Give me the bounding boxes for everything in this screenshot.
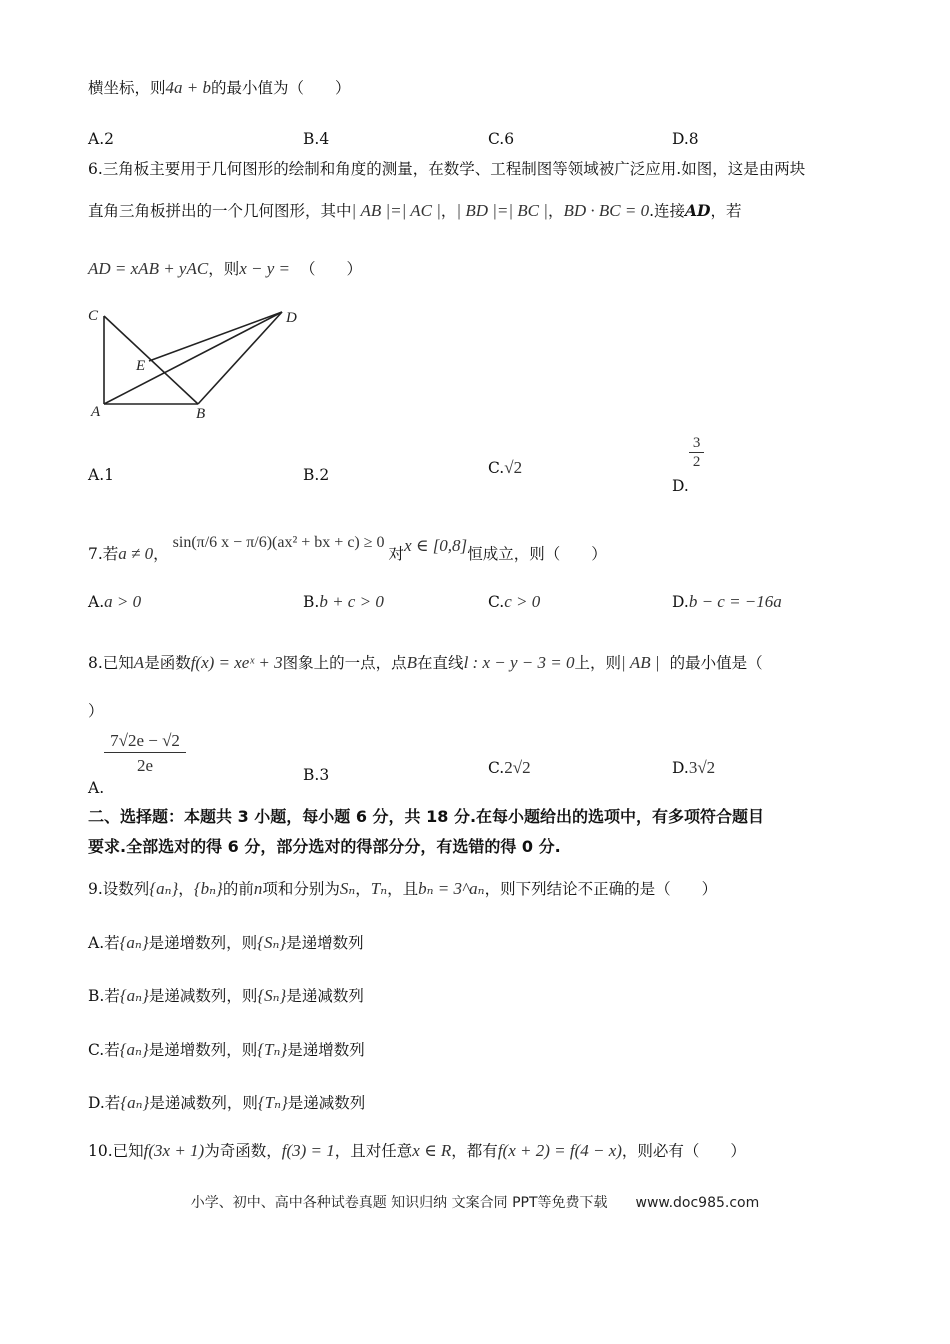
- q8-abs: | AB |: [620, 653, 660, 672]
- q9-option-d-prefix: D.若: [88, 1094, 121, 1112]
- q5-option-d: D.8: [672, 130, 699, 148]
- fraction-numerator: 3: [689, 434, 705, 453]
- q8-text-3: 在直线: [417, 654, 464, 672]
- q9-option-b-seq2: {Sₙ}: [257, 986, 287, 1005]
- q6-line-2: [88, 200, 742, 222]
- q8-close-paren: ）: [88, 702, 104, 720]
- segment-ad: [104, 312, 282, 404]
- q7-option-d: [672, 592, 782, 612]
- q9-pre: 9.设数列: [88, 880, 150, 898]
- q9-option-c-seq2: {Tₙ}: [257, 1040, 288, 1059]
- q7-option-d-value: b − c = −16a: [688, 592, 782, 611]
- q9-text-4: ，则下列结论不正确的是（ ）: [484, 880, 718, 898]
- q7-option-c-value: c > 0: [504, 592, 541, 611]
- triangle-figure: [86, 298, 326, 428]
- q5-tail-end: 的最小值为（ ）: [211, 79, 351, 97]
- q7-option-d-label: D.: [672, 593, 689, 611]
- q6-option-d: [672, 434, 704, 495]
- q6-sep-1: ，: [440, 202, 457, 220]
- q9-text-2: 项和分别为: [262, 880, 340, 898]
- q9-seq-b: {bₙ}: [193, 879, 223, 898]
- q6-option-c-value: √2: [504, 458, 523, 477]
- q9-sn: Sₙ: [339, 879, 356, 898]
- q6-question-expression: x − y =: [239, 259, 290, 278]
- q5-option-a: A.2: [88, 130, 114, 148]
- q7-pre: 7.若: [88, 545, 119, 563]
- q7-domain: x ∈ [0,8]: [404, 536, 468, 555]
- q6-sep-2: ，: [547, 202, 564, 220]
- q7-option-b-value: b + c > 0: [319, 592, 384, 611]
- q6-line2-end: ，若: [710, 202, 742, 220]
- q8-text-2: 图象上的一点，点: [282, 654, 407, 672]
- q10-pre: 10.已知: [88, 1142, 144, 1160]
- q9-relation: bₙ = 3^aₙ: [418, 879, 485, 898]
- section2-heading-line1: 二、选择题：本题共 3 小题，每小题 6 分，共 18 分.在每小题给出的选项中，有多项符合题目: [88, 807, 765, 826]
- q7-comma: ，: [153, 545, 169, 563]
- page-footer: [0, 1192, 950, 1212]
- q7-option-a-label: A.: [88, 593, 105, 611]
- q9-option-a-seq1: {aₙ}: [119, 933, 149, 952]
- q9-option-c-end: 是递增数列: [287, 1041, 365, 1059]
- q6-vector-expression: AD = xAB + yAC: [88, 259, 209, 278]
- q9-comma-2: ，: [355, 880, 371, 898]
- q9-option-b-mid: 是递减数列，则: [148, 987, 258, 1005]
- q10-function-2: f(3) = 1: [281, 1141, 335, 1160]
- q9-option-d: [88, 1092, 365, 1114]
- label-d: D: [286, 310, 297, 326]
- q5-tail-line: [88, 77, 351, 99]
- label-c: C: [88, 308, 99, 324]
- q9-seq-a: {aₙ}: [149, 879, 179, 898]
- q10-function-3: f(x + 2) = f(4 − x): [497, 1141, 622, 1160]
- q9-option-a-prefix: A.若: [88, 934, 120, 952]
- q8-option-a-fraction: [104, 730, 186, 775]
- q9-option-c-mid: 是递增数列，则: [148, 1041, 258, 1059]
- q8-text-4: 上，则: [574, 654, 621, 672]
- footer-url[interactable]: www.doc985.com: [635, 1195, 760, 1211]
- q7-option-c: [488, 592, 540, 612]
- q10-text-2: ，且对任意: [334, 1142, 413, 1160]
- footer-text: 小学、初中、高中各种试卷真题 知识归纳 文案合同 PPT等免费下载: [190, 1195, 608, 1211]
- fraction-denominator: 2e: [137, 756, 154, 775]
- q9-option-d-seq2: {Tₙ}: [257, 1093, 288, 1112]
- q8-point-a: A: [133, 653, 145, 672]
- q9-comma: ，: [178, 880, 194, 898]
- q9-option-a-mid: 是递增数列，则: [148, 934, 258, 952]
- q9-option-c: [88, 1039, 365, 1061]
- label-e: E: [136, 358, 146, 374]
- q9-option-b: [88, 985, 364, 1007]
- q8-option-d-label: D.: [672, 759, 689, 777]
- q10-domain: x ∈ R: [412, 1141, 452, 1160]
- q8-pre: 8.已知: [88, 654, 134, 672]
- q8-option-c: [488, 758, 531, 778]
- q9-option-d-end: 是递减数列: [287, 1094, 366, 1112]
- q6-option-b: B.2: [303, 466, 330, 484]
- q8-option-b: B.3: [303, 766, 330, 784]
- label-b: B: [196, 406, 206, 422]
- q6-line2-post: .连接: [649, 202, 686, 220]
- q5-tail-text: 横坐标，则: [88, 79, 166, 97]
- q9-option-d-seq1: {aₙ}: [120, 1093, 150, 1112]
- q5-expression: 4a + b: [165, 78, 211, 97]
- q10-line: [88, 1140, 746, 1162]
- q7-option-a: [88, 592, 141, 612]
- q9-tn: Tₙ: [370, 879, 388, 898]
- q9-option-b-prefix: B.若: [88, 987, 120, 1005]
- q6-option-d-fraction: [689, 434, 705, 471]
- q6-option-a: A.1: [88, 466, 114, 484]
- q9-option-a: [88, 932, 364, 954]
- q10-function-1: f(3x + 1): [143, 1141, 205, 1160]
- q8-option-d-value: 3√2: [688, 758, 716, 777]
- q9-n: n: [253, 879, 263, 898]
- q9-option-b-end: 是递减数列: [286, 987, 364, 1005]
- q9-option-a-seq2: {Sₙ}: [257, 933, 287, 952]
- q9-option-d-mid: 是递减数列，则: [149, 1094, 258, 1112]
- label-a: A: [91, 404, 101, 420]
- q10-text-1: 为奇函数，: [204, 1142, 282, 1160]
- fraction-numerator: 7√2e − √2: [104, 730, 186, 753]
- q8-text-5: 的最小值是（: [669, 654, 763, 672]
- q6-ad: AD: [685, 201, 711, 220]
- q8-line: [88, 652, 763, 674]
- segment-ed: [149, 312, 282, 361]
- q8-option-c-label: C.: [488, 759, 505, 777]
- q8-option-d: [672, 758, 715, 778]
- q7-inequality: sin(π/6 x − π/6)(ax² + bx + c) ≥ 0: [172, 534, 385, 551]
- q8-line-equation: l : x − y − 3 = 0: [463, 653, 575, 672]
- q9-text-3: ，且: [387, 880, 419, 898]
- q9-option-b-seq1: {aₙ}: [119, 986, 149, 1005]
- q9-option-c-seq1: {aₙ}: [119, 1040, 149, 1059]
- fraction-denominator: 2: [692, 454, 701, 470]
- q7-mid: 对: [388, 545, 405, 563]
- q7-option-b-label: B.: [303, 593, 320, 611]
- q7-condition: a ≠ 0: [118, 544, 154, 563]
- q6-condition-3: BD · BC = 0: [563, 201, 650, 220]
- q8-point-b: B: [406, 653, 418, 672]
- q6-line-1: 6.三角板主要用于几何图形的绘制和角度的测量，在数学、工程制图等领域被广泛应用.如图，这是由两块: [88, 160, 806, 178]
- q6-condition-1: | AB |=| AC |: [351, 201, 441, 220]
- q6-option-d-label: D.: [672, 476, 689, 495]
- q6-line2-text: 直角三角板拼出的一个几何图形，其中: [88, 202, 352, 220]
- q8-option-a: [88, 730, 186, 797]
- q7-option-b: [303, 592, 384, 612]
- section2-heading-line2: 要求.全部选对的得 6 分，部分选对的得部分分，有选错的得 0 分.: [88, 837, 561, 856]
- q9-option-a-end: 是递增数列: [286, 934, 364, 952]
- q7-option-c-label: C.: [488, 593, 505, 611]
- q6-option-c-label: C.: [488, 459, 505, 477]
- q10-text-4: ，则必有（ ）: [621, 1142, 746, 1160]
- q5-option-b: B.4: [303, 130, 330, 148]
- q6-line3-end: （ ）: [300, 260, 363, 278]
- q8-option-a-label: A.: [88, 778, 105, 797]
- q8-option-c-value: 2√2: [504, 758, 531, 777]
- q9-line: [88, 878, 717, 900]
- q6-condition-2: | BD |=| BC |: [456, 201, 548, 220]
- q9-text-1: 的前: [222, 880, 254, 898]
- q6-figure: [86, 298, 326, 432]
- q6-option-c: [488, 458, 522, 478]
- segment-bd: [198, 312, 282, 404]
- q7-line: [88, 534, 607, 575]
- q6-line3-mid: ，则: [208, 260, 240, 278]
- q8-function: f(x) = xeˣ + 3: [190, 653, 283, 672]
- q9-option-c-prefix: C.若: [88, 1041, 120, 1059]
- q7-post: 恒成立，则（ ）: [467, 545, 607, 563]
- q10-text-3: ，都有: [451, 1142, 498, 1160]
- q8-text-1: 是函数: [144, 654, 191, 672]
- q5-option-c: C.6: [488, 130, 515, 148]
- q6-line-3: [88, 258, 362, 280]
- q7-option-a-value: a > 0: [104, 592, 142, 611]
